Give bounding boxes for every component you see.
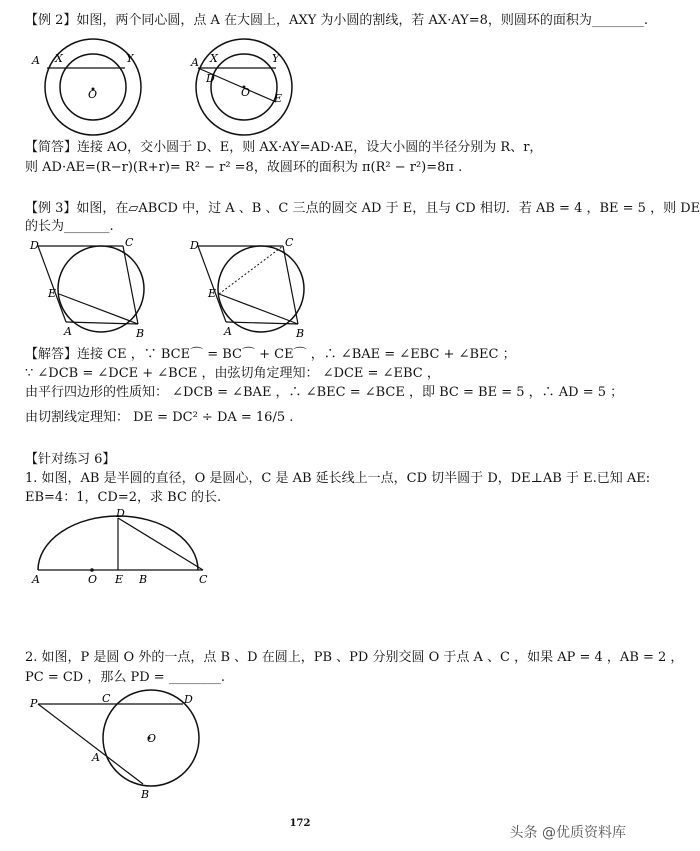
example3-figure-1 xyxy=(28,236,158,341)
q2-label-p: P xyxy=(30,697,38,710)
example3-figure-2 xyxy=(188,236,318,341)
fig1-label-a: A xyxy=(32,54,40,67)
ex3-fig1-label-c: C xyxy=(125,236,134,249)
fig2-label-d: D xyxy=(206,72,215,85)
q1-label-o: O xyxy=(88,573,98,586)
example3-solution-line-1: 【解答】连接 CE ，∵ BCE⌒ = BC⌒ + CE⌒ ，∴ ∠BAE = ∠EBC + ∠BEC ； xyxy=(25,347,516,362)
ex3-fig1-label-a: A xyxy=(64,325,72,338)
ex3-fig1-label-b: B xyxy=(136,327,145,340)
example3-prompt-line-1: 【例 3】如图，在▱ABCD 中，过 A 、B 、C 三点的圆交 AD 于 E，且与 CD 相切．若 AB = 4 ，BE = 5 ，则 DE xyxy=(25,201,700,216)
fig1-label-o: O xyxy=(88,88,98,101)
fig2-label-o: O xyxy=(241,86,251,99)
ex3-fig2-label-a: A xyxy=(224,325,232,338)
fig2-label-x: X xyxy=(210,52,218,65)
ex3-fig2-label-c: C xyxy=(285,236,294,249)
q1-label-c: C xyxy=(199,573,208,586)
fig2-label-e: E xyxy=(274,92,283,105)
practice6-q2-line-1: 2. 如图，P 是圆 O 外的一点，点 B 、D 在圆上，PB 、PD 分别交圆 O 于点 A 、C ，如果 AP = 4 ，AB = 2 ， xyxy=(25,650,684,665)
example3-solution-line-2: ∵ ∠DCB = ∠DCE + ∠BCE ，由弦切角定理知： ∠DCE = ∠EBC ， xyxy=(25,366,440,381)
example3-solution-line-3: 由平行四边形的性质知： ∠DCB = ∠BAE ，∴ ∠BEC = ∠BCE ，即 BC = BE = 5 ，∴ AD = 5 ； xyxy=(25,385,624,400)
practice6-q2-figure xyxy=(28,690,218,800)
practice6-q2-line-2: PC = CD ，那么 PD = ________. xyxy=(25,670,225,685)
practice6-q1-figure xyxy=(28,508,218,586)
q1-label-e: E xyxy=(115,573,124,586)
q1-label-b: B xyxy=(139,573,148,586)
example2-answer-line-2: 则 AD·AE=(R−r)(R+r)= R² − r² =8，故圆环的面积为 π(R² − r²)=8π . xyxy=(25,160,463,175)
ex3-fig1-label-d: D xyxy=(30,239,39,252)
practice6-q1-line-2: EB=4：1，CD=2，求 BC 的长. xyxy=(25,490,222,505)
example2-figure-1 xyxy=(28,32,168,132)
q2-label-a: A xyxy=(92,751,100,764)
ex3-fig2-label-b: B xyxy=(296,327,305,340)
example3-solution-line-4: 由切割线定理知： DE = DC² ÷ DA = 16/5 . xyxy=(25,410,294,425)
example2-figure-2 xyxy=(192,32,332,132)
q2-label-c: C xyxy=(102,692,111,705)
example3-prompt-line-2: 的长为_______. xyxy=(25,219,114,234)
q1-label-a: A xyxy=(32,573,40,586)
q2-label-d: D xyxy=(184,693,193,706)
fig1-label-x: X xyxy=(55,52,63,65)
ex3-fig2-label-d: D xyxy=(190,239,199,252)
q2-label-o: O xyxy=(147,732,157,745)
page-number: 172 xyxy=(289,818,311,829)
fig2-label-a: A xyxy=(191,56,199,69)
q2-label-b: B xyxy=(141,788,150,801)
ex3-fig2-label-e: E xyxy=(208,287,217,300)
watermark: 头条 @优质资料库 xyxy=(509,825,626,841)
practice6-heading: 【针对练习 6】 xyxy=(25,452,116,467)
q1-label-d: D xyxy=(116,507,125,520)
fig1-label-y: Y xyxy=(126,52,134,65)
fig2-label-y: Y xyxy=(272,52,280,65)
ex3-fig1-label-e: E xyxy=(48,287,57,300)
example2-prompt: 【例 2】如图，两个同心圆，点 A 在大圆上，AXY 为小圆的割线，若 AX·AY=8，则圆环的面积为________. xyxy=(25,13,649,28)
example2-answer-line-1: 【简答】连接 AO，交小圆于 D、E，则 AX·AY=AD·AE，设大小圆的半径分别为 R、r， xyxy=(25,140,543,155)
practice6-q1-line-1: 1. 如图，AB 是半圆的直径，O 是圆心，C 是 AB 延长线上一点，CD 切半圆于 D，DE⊥AB 于 E.已知 AE: xyxy=(25,471,651,486)
